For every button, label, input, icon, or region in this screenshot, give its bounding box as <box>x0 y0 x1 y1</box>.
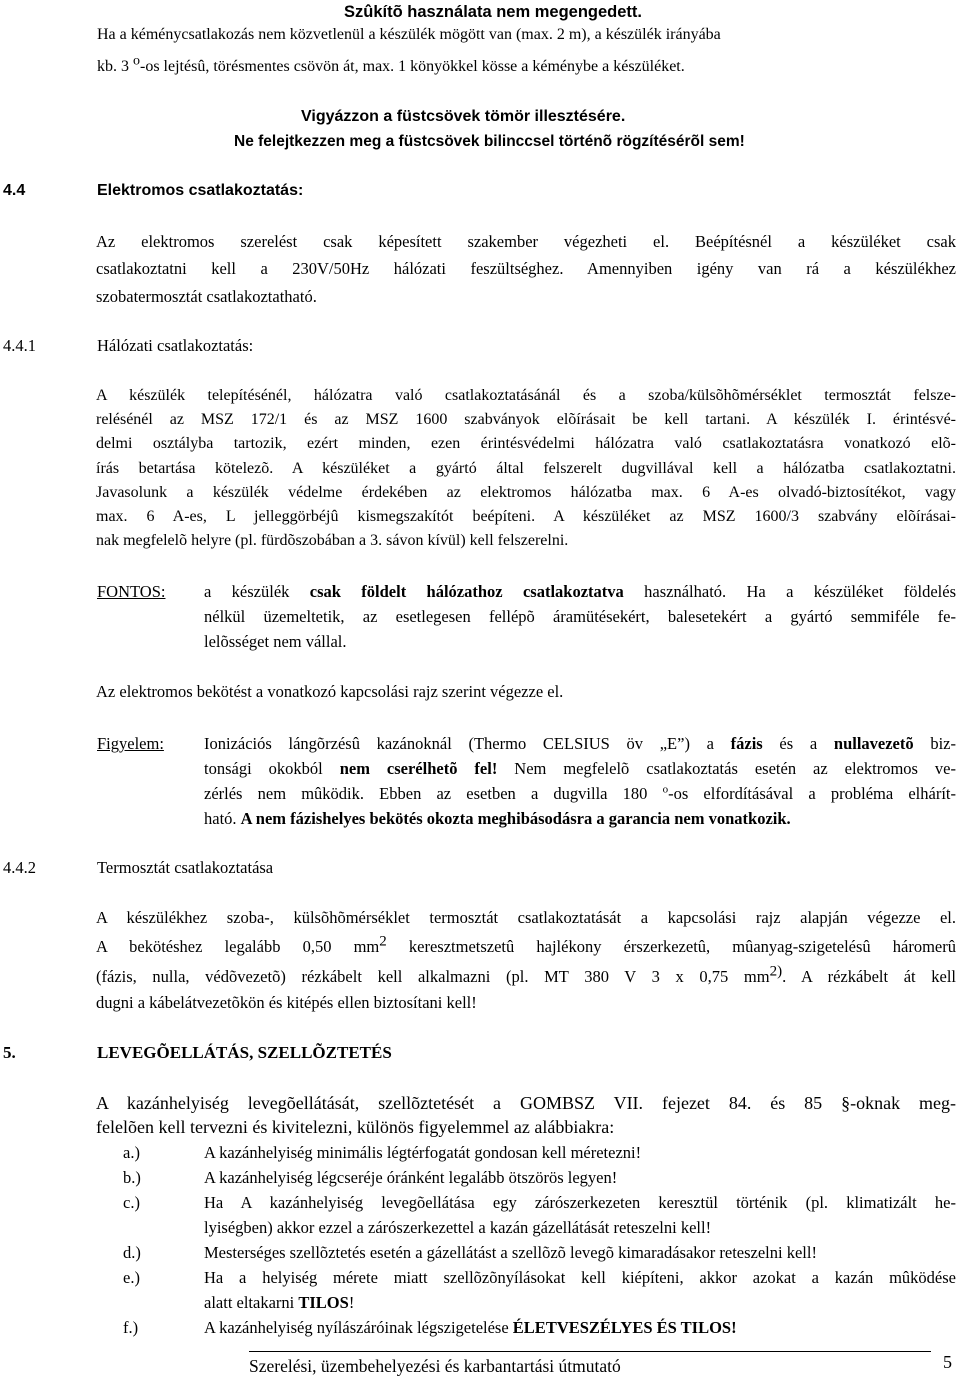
footer-title: Szerelési, üzembehelyezési és karbantartási útmutató <box>249 1356 621 1376</box>
section-5-intro-1: A kazánhelyiség levegõellátását, szellõztetését a GOMBSZ VII. fejezet 84. és 85 §-oknak meg- <box>96 1093 956 1113</box>
section-4-4-para-line: Az elektromos szerelést csak képesített szakember végezheti el. Beépítésnél a készüléket csak <box>96 232 956 251</box>
top-line-2: Ha a kéménycsatlakozás nem közvetlenül a készülék mögött van (max. 2 m), a készülék irányába <box>97 26 721 43</box>
item-e-l2b: TILOS <box>298 1293 349 1312</box>
list-item-label: a.) <box>123 1143 140 1162</box>
section-4-4-1-number: 4.4.1 <box>3 336 36 355</box>
item-e-l2a: alatt eltakarni <box>204 1293 299 1312</box>
warning-line-1: Vigyázzon a füstcsövek tömör illesztésére. <box>301 108 626 125</box>
list-item-text: A kazánhelyiség légcseréje óránként legalább ötszörös legyen! <box>204 1168 618 1187</box>
list-item-label: d.) <box>123 1243 141 1262</box>
figyelem-line-4 <box>204 809 791 829</box>
top-line-1: Szûkítõ használata nem megengedett. <box>344 3 642 21</box>
s442-l2a: A bekötéshez legalább 0,50 mm <box>96 937 380 956</box>
fig-degree-sup: o <box>662 783 669 796</box>
fig-l1a: Ionizációs lángõrzésû kazánoknál (Thermo CELSIUS öv „E”) a <box>204 734 731 753</box>
s442-l3sup: 2) <box>769 963 783 980</box>
section-4-4-number: 4.4 <box>3 182 26 199</box>
fig-l4a: ható. <box>204 809 241 828</box>
section-4-4-2-line-4: dugni a kábelátvezetõkön és kitépés ellen biztosítani kell! <box>96 993 477 1012</box>
fig-l1c: és a <box>762 734 834 753</box>
list-item-text: Ha a helyiség mérete miatt szellõzõnyílásokat kell kiépíteni, akkor azokat a kazán mûködése <box>204 1268 956 1287</box>
fontos-l1b: csak földelt hálózathoz csatlakoztatva <box>309 582 624 601</box>
degree-sup: o <box>133 53 140 69</box>
section-4-4-2-line-1: A készülékhez szoba-, külsõhõmérséklet termosztát csatlakoztatását a kapcsolási rajz alapján végezze el. <box>96 908 956 927</box>
section-4-4-1-para-line: delmi osztályba tartozik, ezért minden, ezen érintésvédelmi hálózatra való csatlakoztatásra vonatkozó elõ- <box>96 435 956 452</box>
section-4-4-1-para-line: A készülék telepítésénél, hálózatra való csatlakoztatásánál és a szoba/külsõhõmérséklet termosztát felsze- <box>96 387 956 404</box>
section-4-4-para-line: szobatermosztát csatlakoztatható. <box>96 287 317 306</box>
list-item-label: f.) <box>123 1318 139 1337</box>
list-item-text: Mesterséges szellõztetés esetén a gázellátást a szellõzõ levegõ kimaradásakor reteszelni kell! <box>204 1243 817 1262</box>
section-5-intro-2: felelõen kell tervezni és kivitelezni, különös figyelemmel az alábbiakra: <box>96 1117 615 1137</box>
fontos-l1c: használható. Ha a készüléket földelés <box>623 582 956 601</box>
list-item-text: Ha A kazánhelyiség levegõellátása egy zárószerkezeten keresztül történik (pl. klimatizált he- <box>204 1193 956 1212</box>
section-4-4-title: Elektromos csatlakoztatás: <box>97 182 304 199</box>
fig-l3a: zérlés nem mûködik. Ebben az esetben a dugvilla 180 <box>204 784 663 803</box>
fig-l4b: A nem fázishelyes bekötés okozta meghibásodásra a garancia nem vonatkozik. <box>240 809 791 828</box>
figyelem-line-1 <box>204 734 956 754</box>
list-item-label: e.) <box>123 1268 140 1287</box>
fig-l1b: fázis <box>730 734 763 753</box>
list-item-text: A kazánhelyiség minimális légtérfogatát gondosan kell méretezni! <box>204 1143 642 1162</box>
fontos-line-3: lelõsséget nem vállal. <box>204 632 347 651</box>
figyelem-line-3 <box>204 784 956 804</box>
fig-l1d: nullavezetõ <box>833 734 914 753</box>
section-4-4-1-para-line: írás betartása kötelezõ. A készüléket a gyártó által felszerelt dugvillával kell a hálózatba csatlakoztatni. <box>96 460 956 477</box>
figyelem-label: Figyelem: <box>97 734 164 753</box>
list-item-label: b.) <box>123 1168 141 1187</box>
bekotes-line: Az elektromos bekötést a vonatkozó kapcsolási rajz szerint végezze el. <box>96 682 564 701</box>
fontos-label: FONTOS: <box>97 582 166 601</box>
list-item-text: lyiségben) akkor ezzel a zárószerkezettel a kazán gázellátását reteszelni kell! <box>204 1218 712 1237</box>
list-item-text <box>204 1293 354 1313</box>
section-4-4-2-line-3 <box>96 963 957 987</box>
section-4-4-1-para-line: nak megfelelõ helyre (pl. fürdõszobában a 3. sávon kívül) kell felszerelni. <box>96 532 569 549</box>
fig-l2c: Nem megfelelõ csatlakoztatás esetén az elektromos ve- <box>497 759 957 778</box>
list-item-text <box>204 1318 737 1338</box>
section-4-4-2-line-2 <box>96 933 956 957</box>
top-line-3b: -os lejtésû, törésmentes csövön át, max. 1 könyökkel kösse a kéménybe a készüléket. <box>140 58 685 75</box>
top-line-3 <box>97 53 685 76</box>
list-item-label: c.) <box>123 1193 140 1212</box>
item-f-l1a: A kazánhelyiség nyílászáróinak légszigetelése <box>204 1318 513 1337</box>
page-number: 5 <box>943 1352 952 1372</box>
section-4-4-2-title: Termosztát csatlakoztatása <box>97 858 274 877</box>
fontos-line-1 <box>204 582 956 602</box>
top-line-3a: kb. 3 <box>97 58 133 75</box>
footer-rule <box>249 1351 931 1352</box>
fig-l2a: tonsági okokból <box>204 759 340 778</box>
section-4-4-1-para-line: Javasolunk a készülék védelme érdekében az elektromos hálózatba max. 6 A-es olvadó-biztosítékot, vagy <box>96 484 956 501</box>
fig-l1e: biz- <box>913 734 956 753</box>
section-5-title: LEVEGÕELLÁTÁS, SZELLÕZTETÉS <box>97 1043 392 1062</box>
s442-l2b: keresztmetszetû hajlékony érszerkezetû, mûanyag-szigetelésû háromerû <box>386 937 956 956</box>
fig-l2b: nem cserélhetõ fel! <box>339 759 498 778</box>
warning-line-2: Ne felejtkezzen meg a füstcsövek bilinccsel történõ rögzítésérõl sem! <box>234 133 745 150</box>
section-4-4-2-number: 4.4.2 <box>3 858 36 877</box>
fig-l3b: -os elfordításával a probléma elhárít- <box>668 784 956 803</box>
fontos-line-2: nélkül üzemeltetik, az esetlegesen fellépõ áramütésekért, balesetekért a gyártó semmiféle fe- <box>204 607 956 626</box>
s442-l3b: . A rézkábelt át kell <box>782 967 957 986</box>
section-4-4-para-line: csatlakoztatni kell a 230V/50Hz hálózati feszültséghez. Amennyiben igény van rá a készülékhez <box>96 259 956 278</box>
s442-l3a: (fázis, nulla, védõvezetõ) rézkábelt kell alkalmazni (pl. MT 380 V 3 x 0,75 mm <box>96 967 770 986</box>
figyelem-line-2 <box>204 759 956 779</box>
item-e-l2c: ! <box>348 1293 355 1312</box>
section-4-4-1-title: Hálózati csatlakoztatás: <box>97 336 254 355</box>
section-4-4-1-para-line: relésénél az MSZ 172/1 és az MSZ 1600 szabványok elõírásait be kell tartani. A készülék I. érintésvé- <box>96 411 956 428</box>
section-5-number: 5. <box>3 1043 16 1062</box>
fontos-l1a: a készülék <box>204 582 310 601</box>
s442-l2sup: 2 <box>379 933 387 950</box>
section-4-4-1-para-line: max. 6 A-es, L jelleggörbéjû kismegszakítót beépíteni. A készüléket az MSZ 1600/3 szabvány elõírásai- <box>96 508 956 525</box>
item-f-l1b: ÉLETVESZÉLYES ÉS TILOS! <box>512 1318 737 1337</box>
